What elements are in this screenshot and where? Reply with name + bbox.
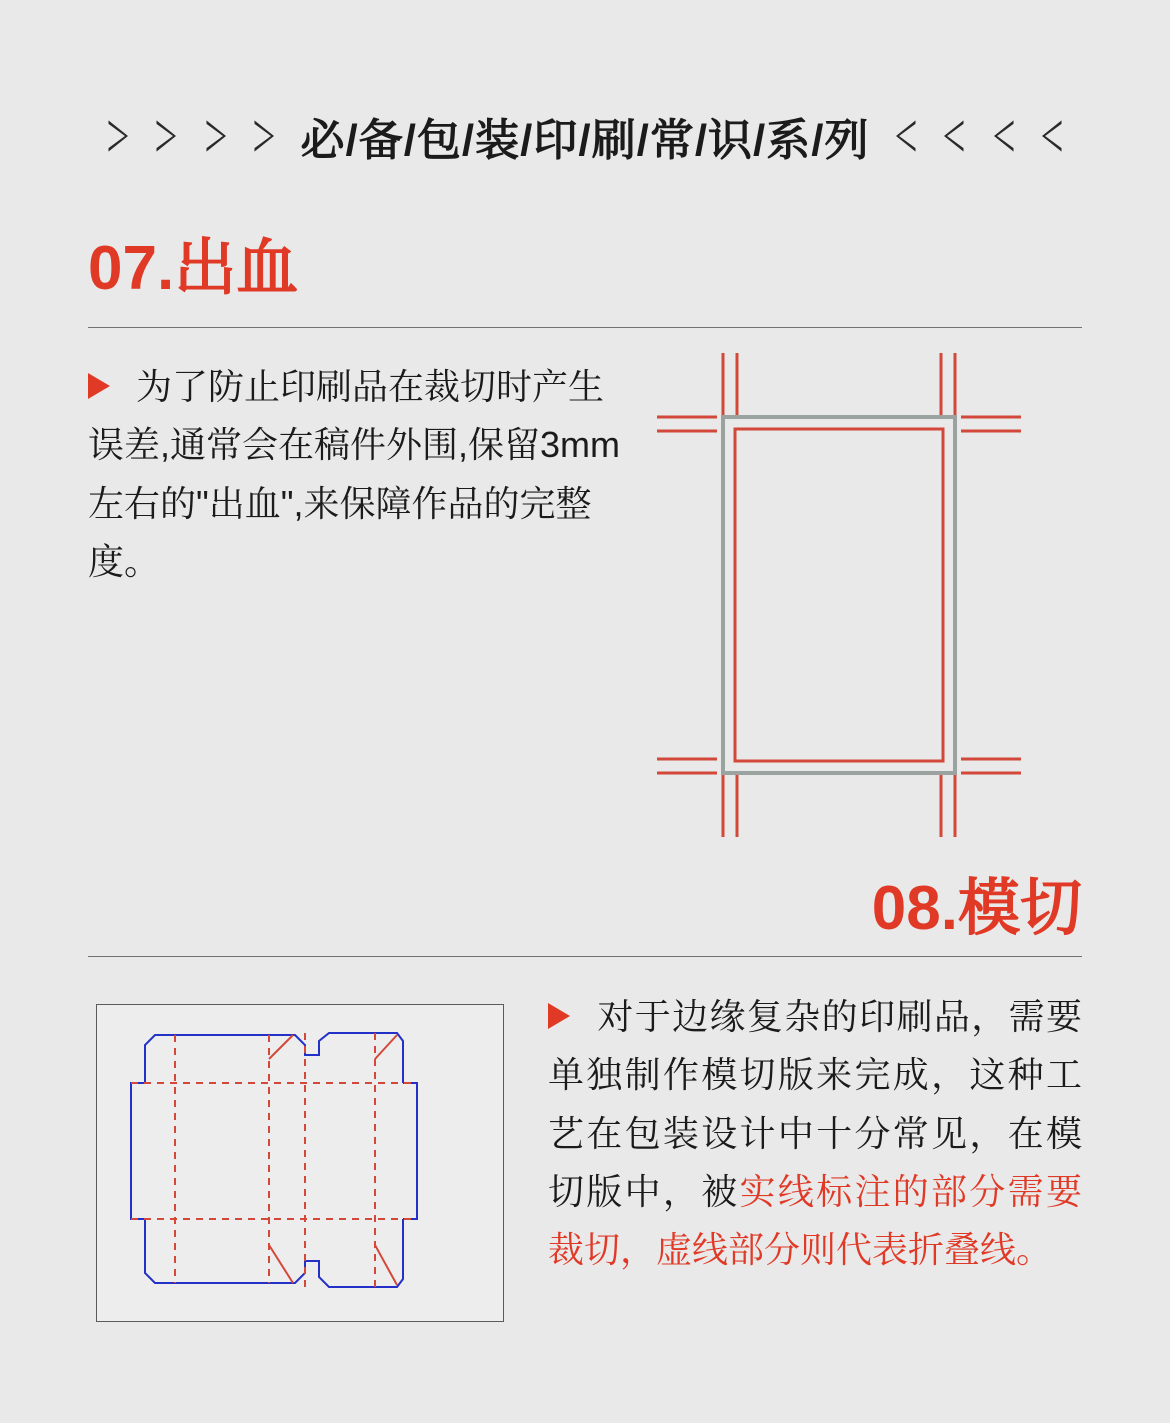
section-07-paragraph: 为了防止印刷品在裁切时产生误差,通常会在稿件外围,保留3mm左右的"出血",来保障作品的完整度。 — [88, 366, 621, 582]
section-08-divider — [88, 956, 1082, 957]
header-right-ornament-2 — [994, 120, 1062, 152]
header-title: 必/备/包/装/印/刷/常/识/系/列 — [300, 116, 870, 165]
section-07-title: 07.出血 — [88, 234, 299, 303]
section-07-paragraph-wrap — [88, 358, 628, 591]
triangle-right-marker-icon — [88, 373, 110, 399]
section-08-paragraph-plain: 对于边缘复杂的印刷品，需要单独制作模切版来完成，这种工艺在包装设计中十分常见，在模切版中，被 — [548, 996, 1082, 1212]
triangle-left-icon — [994, 120, 1014, 152]
section-08-paragraph-wrap — [548, 988, 1082, 1280]
header-right-ornament — [896, 120, 964, 152]
header-left-ornament-2 — [206, 120, 274, 152]
triangle-right-icon — [108, 120, 128, 152]
triangle-right-icon — [254, 120, 274, 152]
triangle-left-icon — [1042, 120, 1062, 152]
section-08-title: 08.模切 — [871, 874, 1082, 943]
section-08-paragraph-highlight: 实线标注的部分需要裁切，虚线部分则代表折叠线。 — [548, 1170, 1082, 1271]
triangle-left-icon — [896, 120, 916, 152]
dieline-diagram — [96, 1004, 504, 1322]
triangle-right-icon — [206, 120, 226, 152]
header-left-ornament — [108, 120, 176, 152]
section-07-divider — [88, 327, 1082, 328]
triangle-left-icon — [944, 120, 964, 152]
triangle-right-icon — [156, 120, 176, 152]
header — [0, 96, 1170, 176]
triangle-right-marker-icon — [548, 1003, 570, 1029]
bleed-diagram — [645, 345, 1035, 845]
